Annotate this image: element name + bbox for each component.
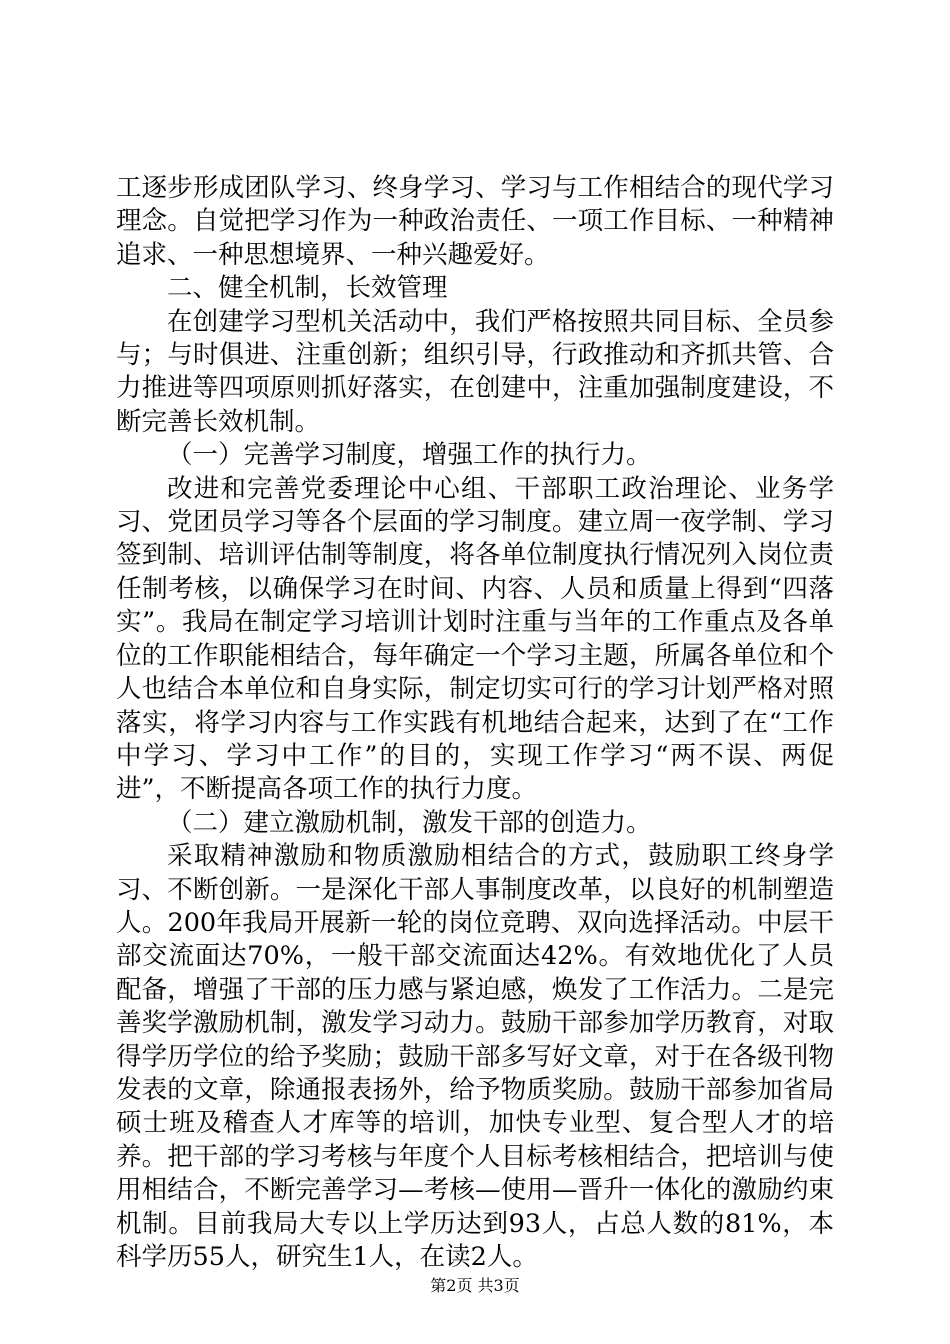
page-footer xyxy=(0,1276,950,1296)
document-body xyxy=(116,172,834,1274)
page-number: 第2页 共3页 xyxy=(430,1276,520,1295)
paragraph-principles: 在创建学习型机关活动中，我们严格按照共同目标、全员参与；与时俱进、注重创新；组织引导，行政推动和齐抓共管、合力推进等四项原则抓好落实，在创建中，注重加强制度建设，不断完善长效机制。 xyxy=(116,306,834,437)
subsection-heading-1: （一）完善学习制度，增强工作的执行力。 xyxy=(167,440,652,471)
paragraph-continuation: 工逐步形成团队学习、终身学习、学习与工作相结合的现代学习理念。自觉把学习作为一种政治责任、一项工作目标、一种精神追求、一种思想境界、一种兴趣爱好。 xyxy=(116,173,834,270)
section-heading-2: 二、健全机制，长效管理 xyxy=(167,273,448,304)
subsection-heading-2: （二）建立激励机制，激发干部的创造力。 xyxy=(167,807,652,838)
paragraph-incentive-mechanism: 采取精神激励和物质激励相结合的方式，鼓励职工终身学习、不断创新。一是深化干部人事制度改革，以良好的机制塑造人。200年我局开展新一轮的岗位竞聘、双向选择活动。中层干部交流面达70%，一般干部交流面达42%。有效地优化了人员配备，增强了干部的压力感与紧迫感，焕发了工作活力。二是完善奖学激励机制，激发学习动力。鼓励干部参加学历教育，对取得学历学位的给予奖励；鼓励干部多写好文章，对于在各级刊物发表的文章，除通报表扬外，给予物质奖励。鼓励干部参加省局硕士班及稽查人才库等的培训，加快专业型、复合型人才的培养。把干部的学习考核与年度个人目标考核相结合，把培训与使用相结合，不断完善学习—考核—使用—晋升一体化的激励约束机制。目前我局大专以上学历达到93人，占总人数的81%，本科学历55人，研究生1人，在读2人。 xyxy=(116,841,834,1272)
paragraph-study-system: 改进和完善党委理论中心组、干部职工政治理论、业务学习、党团员学习等各个层面的学习制度。建立周一夜学制、学习签到制、培训评估制等制度，将各单位制度执行情况列入岗位责任制考核，以确保学习在时间、内容、人员和质量上得到“四落实”。我局在制定学习培训计划时注重与当年的工作重点及各单位的工作职能相结合，每年确定一个学习主题，所属各单位和个人也结合本单位和自身实际，制定切实可行的学习计划严格对照落实，将学习内容与工作实践有机地结合起来，达到了在“工作中学习、学习中工作”的目的，实现工作学习“两不误、两促进”，不断提高各项工作的执行力度。 xyxy=(116,473,834,805)
